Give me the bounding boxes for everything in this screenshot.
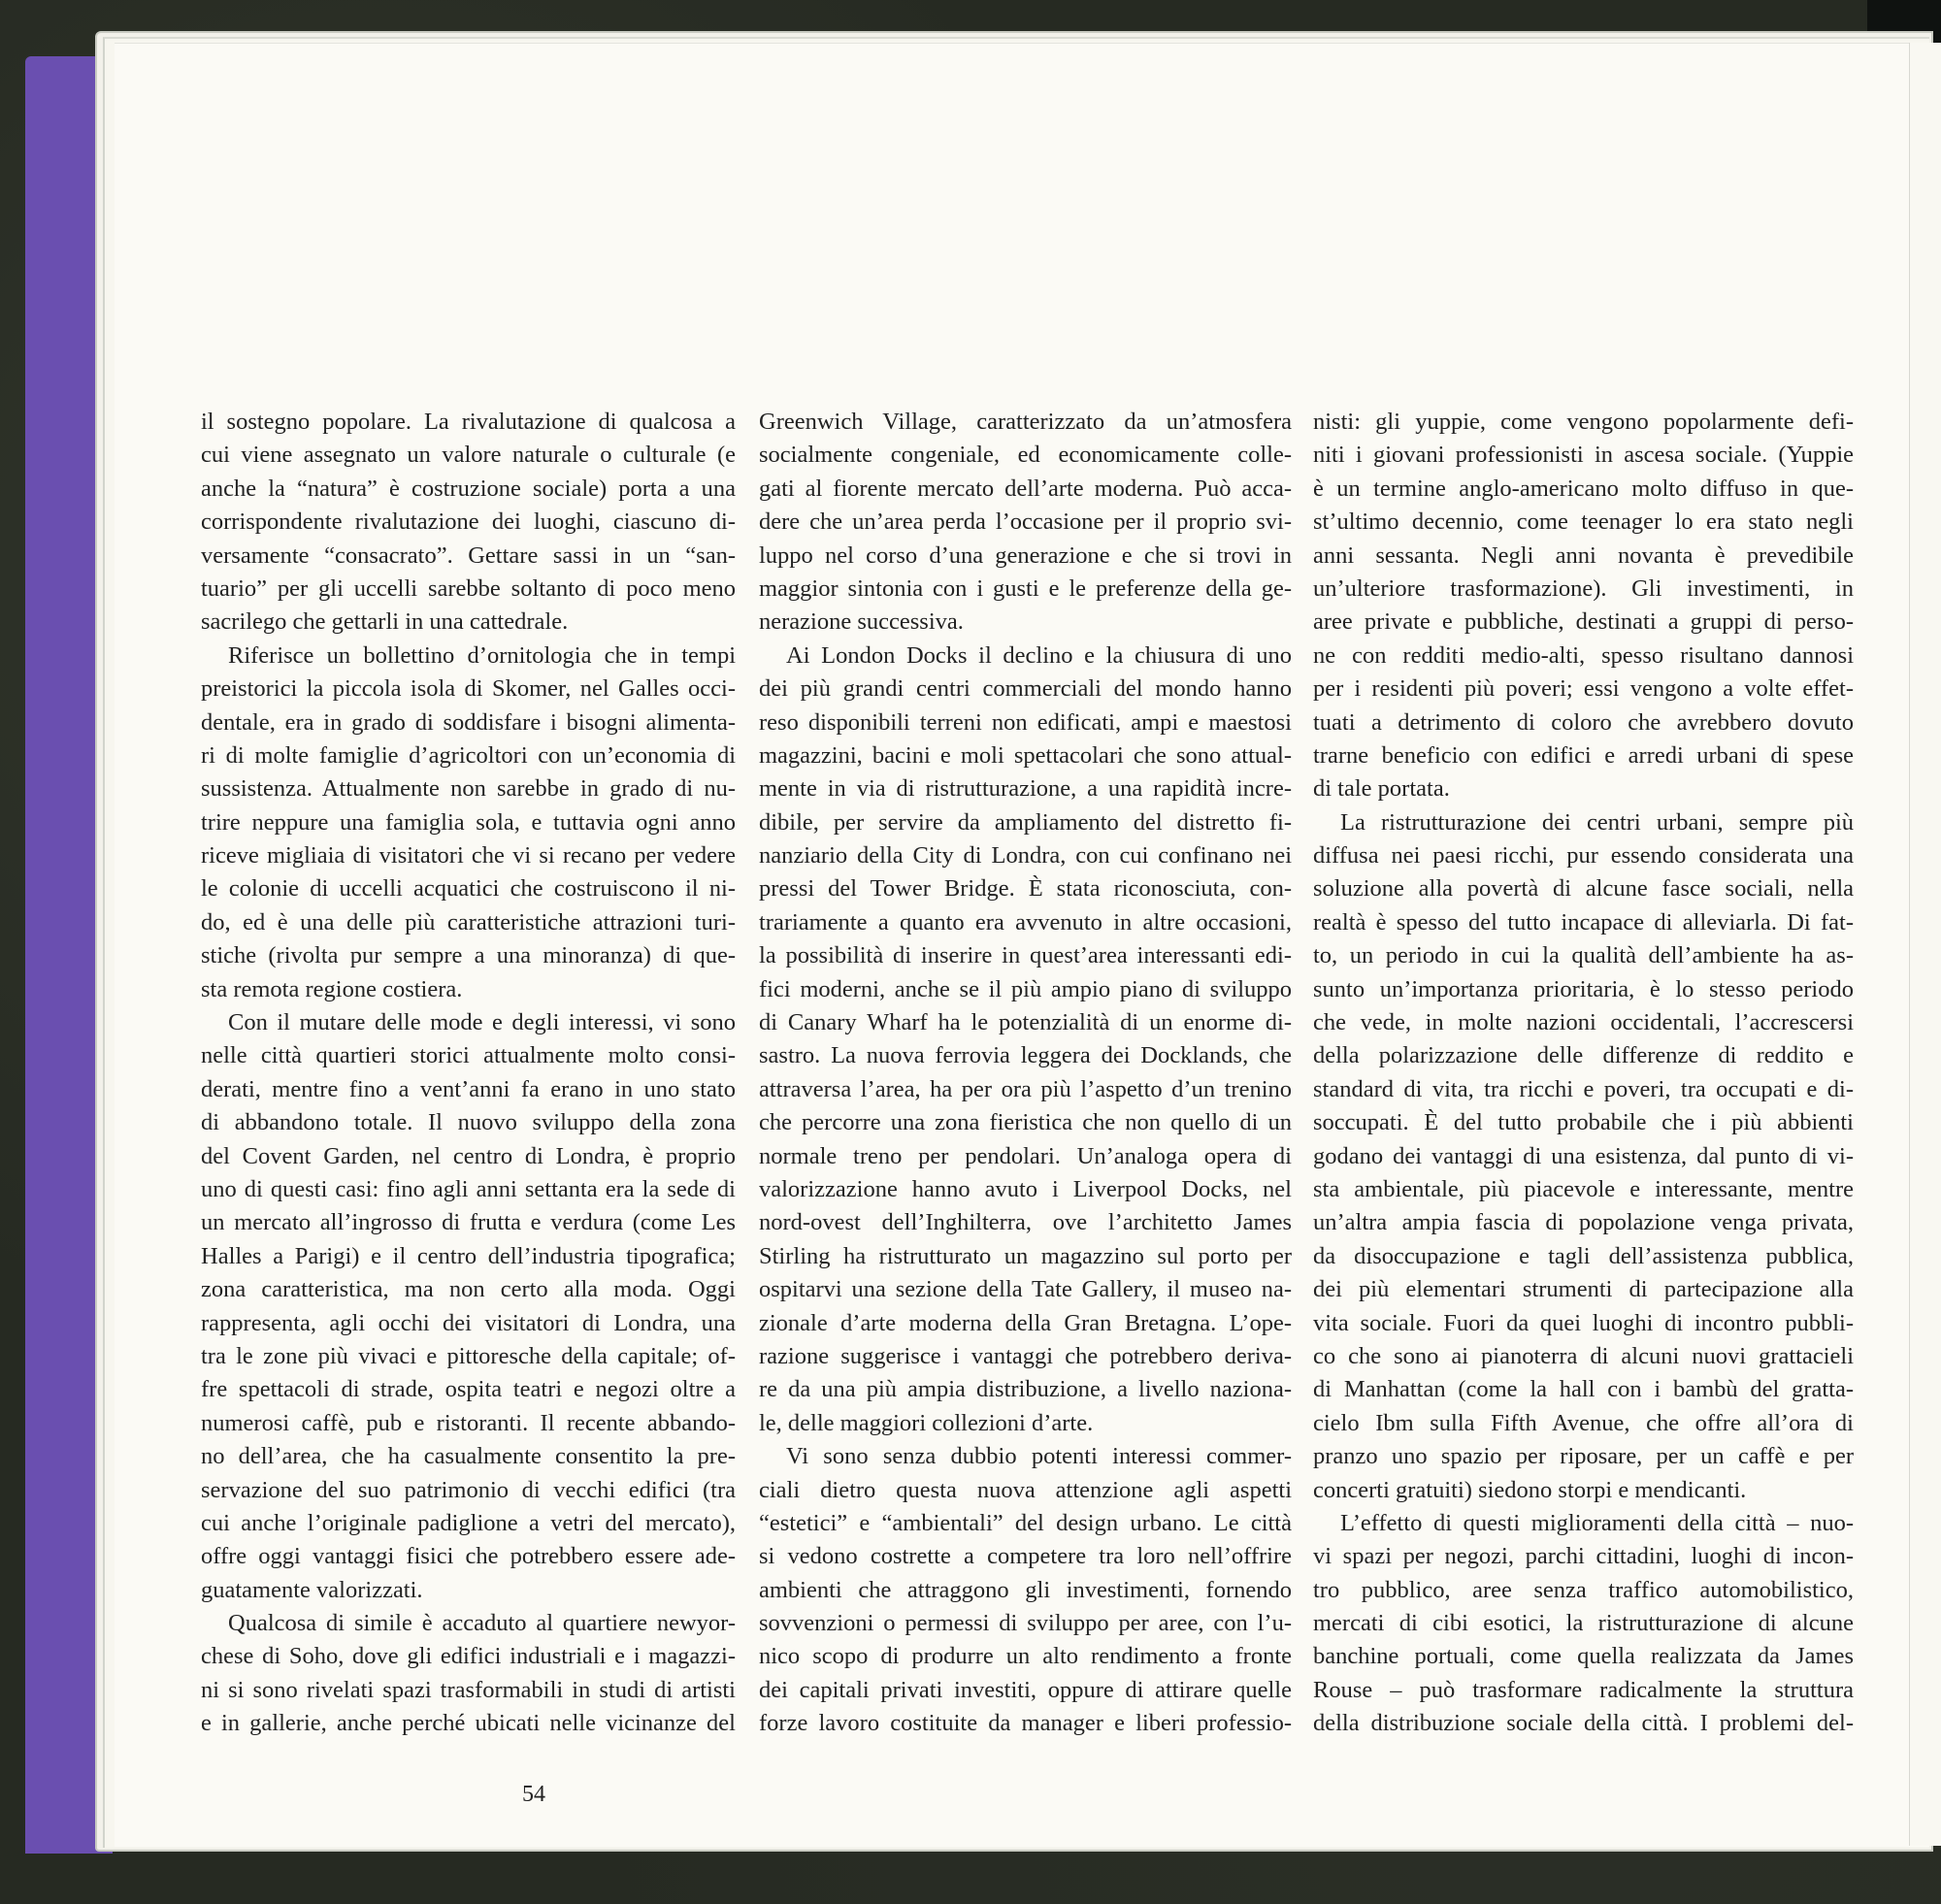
text-line: anche la “natura” è costruzione sociale) porta a una — [201, 475, 736, 502]
text-line: ni si sono rivelati spazi trasformabili in studi di artisti — [201, 1676, 736, 1703]
text-line: nord-ovest dell’Inghilterra, ove l’architetto James — [759, 1209, 1292, 1236]
text-line: niti i giovani professionisti in ascesa sociale. (Yuppie — [1313, 442, 1854, 469]
text-line: standard di vita, tra ricchi e poveri, tra occupati e di- — [1313, 1075, 1854, 1102]
text-line: della distribuzione sociale della città. I problemi del- — [1313, 1710, 1854, 1737]
text-line: realtà è spesso del tutto incapace di alleviarla. Di fat- — [1313, 908, 1854, 936]
text-line: pranzo uno spazio per riposare, per un caffè e per — [1313, 1443, 1854, 1470]
text-line: trarne beneficio con edifici e arredi urbani di spese — [1313, 741, 1854, 769]
text-line: derati, mentre fino a vent’anni fa erano in uno stato — [201, 1075, 736, 1102]
text-line: dei più elementari strumenti di partecipazione alla — [1313, 1276, 1854, 1303]
text-line: Stirling ha ristrutturato un magazzino sul porto per — [759, 1242, 1292, 1269]
text-line: un mercato all’ingrosso di frutta e verdura (come Les — [201, 1209, 736, 1236]
text-line: di tale portata. — [1313, 775, 1450, 803]
text-line: preistorici la piccola isola di Skomer, nel Galles occi- — [201, 675, 736, 703]
text-line: vita sociale. Fuori da quei luoghi di incontro pubbli- — [1313, 1309, 1854, 1336]
paragraph-first-line: Qualcosa di simile è accaduto al quartiere newyor- — [228, 1610, 736, 1637]
text-line: dere che un’area perda l’occasione per il proprio svi- — [759, 509, 1292, 536]
text-line: nico scopo di produrre un alto rendimento a fronte — [759, 1643, 1292, 1670]
text-line: soluzione alla povertà di alcune fasce sociali, nella — [1313, 875, 1854, 903]
text-line: le, delle maggiori collezioni d’arte. — [759, 1409, 1094, 1436]
text-line: offre oggi vantaggi fisici che potrebbero essere ade- — [201, 1543, 736, 1570]
text-line: le colonie di uccelli acquatici che costruiscono il ni- — [201, 875, 736, 903]
text-line: “estetici” e “ambientali” del design urbano. Le città — [759, 1509, 1292, 1536]
text-line: dibile, per servire da ampliamento del distretto fi- — [759, 808, 1292, 836]
text-line: co che sono ai pianoterra di alcuni nuovi grattacieli — [1313, 1342, 1854, 1369]
text-line: pressi del Tower Bridge. È stata riconosciuta, con- — [759, 875, 1292, 903]
text-line: tuati a detrimento di coloro che avrebbero dovuto — [1313, 708, 1854, 736]
text-line: che percorre una zona fieristica che non quello di un — [759, 1109, 1292, 1136]
text-line: sacrilego che gettarli in una cattedrale. — [201, 608, 569, 636]
text-line: forze lavoro costituite da manager e liberi professio- — [759, 1710, 1292, 1737]
text-line: il sostegno popolare. La rivalutazione di qualcosa a — [201, 409, 736, 435]
text-line: nerazione successiva. — [759, 608, 964, 636]
text-line: re da una più ampia distribuzione, a livello naziona- — [759, 1376, 1292, 1403]
text-line: che vede, in molte nazioni occidentali, l’accrescersi — [1313, 1009, 1854, 1036]
facing-page-edge — [1909, 43, 1941, 1846]
paragraph-first-line: L’effetto di questi miglioramenti della città – nuo- — [1340, 1509, 1854, 1536]
page-number: 54 — [522, 1782, 545, 1807]
text-line: trariamente a quanto era avvenuto in altre occasioni, — [759, 908, 1292, 936]
paragraph-first-line: Con il mutare delle mode e degli interessi, vi sono — [228, 1009, 736, 1036]
text-line: sussistenza. Attualmente non sarebbe in grado di nu- — [201, 775, 736, 803]
text-line: si vedono costrette a competere tra loro nell’offrire — [759, 1543, 1292, 1570]
text-line: maggior sintonia con i gusti e le preferenze della ge- — [759, 574, 1292, 602]
text-line: concerti gratuiti) siedono storpi e mendicanti. — [1313, 1476, 1747, 1503]
text-line: st’ultimo decennio, come teenager lo era stato negli — [1313, 509, 1854, 536]
text-line: diffusa nei paesi ricchi, pur essendo considerata una — [1313, 842, 1854, 870]
paragraph-first-line: Riferisce un bollettino d’ornitologia che in tempi — [228, 641, 736, 669]
text-line: di abbandono totale. Il nuovo sviluppo della zona — [201, 1109, 736, 1136]
text-line: aree private e pubbliche, destinati a gruppi di perso- — [1313, 608, 1854, 636]
text-line: nelle città quartieri storici attualmente molto consi- — [201, 1042, 736, 1069]
text-line: fici moderni, anche se il più ampio piano di sviluppo — [759, 975, 1292, 1002]
text-line: mercati di cibi esotici, la ristrutturazione di alcune — [1313, 1610, 1854, 1637]
text-line: sta remota regione costiera. — [201, 975, 463, 1002]
text-line: reso disponibili terreni non edificati, ampi e maestosi — [759, 708, 1292, 736]
text-line: no dell’area, che ha casualmente consentito la pre- — [201, 1443, 736, 1470]
text-line: chese di Soho, dove gli edifici industriali e i magazzi- — [201, 1643, 736, 1670]
text-line: cielo Ibm sulla Fifth Avenue, che offre all’ora di — [1313, 1409, 1854, 1436]
paragraph-first-line: Ai London Docks il declino e la chiusura di uno — [786, 641, 1292, 669]
text-line: sastro. La nuova ferrovia leggera dei Docklands, che — [759, 1042, 1292, 1069]
text-line: valorizzazione hanno avuto i Liverpool Docks, nel — [759, 1175, 1292, 1202]
text-line: razione suggerisce i vantaggi che potrebbero deriva- — [759, 1342, 1292, 1369]
text-line: tra le zone più vivaci e pittoresche della capitale; of- — [201, 1342, 736, 1369]
text-line: ri di molte famiglie d’agricoltori con un’economia di — [201, 741, 736, 769]
text-line: dei più grandi centri commerciali del mondo hanno — [759, 675, 1292, 703]
text-line: socialmente congeniale, ed economicamente colle- — [759, 442, 1292, 469]
text-line: ne con redditi medio-alti, spesso risultano dannosi — [1313, 641, 1854, 669]
text-line: ciali dietro questa nuova attenzione agli aspetti — [759, 1476, 1292, 1503]
text-line: sovvenzioni o permessi di sviluppo per aree, con l’u- — [759, 1610, 1292, 1637]
text-line: banchine portuali, come quella realizzata da James — [1313, 1643, 1854, 1670]
text-line: nanziario della City di Londra, con cui confinano nei — [759, 842, 1292, 870]
paragraph-first-line: Vi sono senza dubbio potenti interessi commer- — [786, 1443, 1292, 1470]
text-line: fre spettacoli di strade, ospita teatri e negozi oltre a — [201, 1376, 736, 1403]
text-line: stiche (rivolta pur sempre a una minoranza) di que- — [201, 942, 736, 969]
text-line: soccupati. È del tutto probabile che i più abbienti — [1313, 1109, 1854, 1136]
text-line: riceve migliaia di visitatori che vi si recano per vedere — [201, 842, 736, 870]
text-line: zionale d’arte moderna della Gran Bretagna. L’ope- — [759, 1309, 1292, 1336]
text-line: un’altra ampia fascia di popolazione venga privata, — [1313, 1209, 1854, 1236]
text-line: di Canary Wharf ha le potenzialità di un enorme di- — [759, 1009, 1292, 1036]
text-column-1 — [201, 406, 736, 1741]
text-line: nisti: gli yuppie, come vengono popolarmente defi- — [1313, 409, 1854, 435]
text-line: Greenwich Village, caratterizzato da un’atmosfera — [759, 409, 1292, 435]
text-line: zona caratteristica, ma non certo alla moda. Oggi — [201, 1276, 736, 1303]
text-line: mente in via di ristrutturazione, a una rapidità incre- — [759, 775, 1292, 803]
text-column-2 — [759, 406, 1292, 1741]
text-line: tro pubblico, aree senza traffico automobilistico, — [1313, 1576, 1854, 1603]
text-line: to, un periodo in cui la qualità dell’ambiente ha as- — [1313, 942, 1854, 969]
text-line: trire neppure una famiglia sola, e tuttavia ogni anno — [201, 808, 736, 836]
text-line: di Manhattan (come la hall con i bambù del gratta- — [1313, 1376, 1854, 1403]
text-line: magazzini, bacini e moli spettacolari che sono attual- — [759, 741, 1292, 769]
text-line: gati al fiorente mercato dell’arte moderna. Può acca- — [759, 475, 1292, 502]
text-line: numerosi caffè, pub e ristoranti. Il recente abbando- — [201, 1409, 736, 1436]
text-line: cui anche l’originale padiglione a vetri del mercato), — [201, 1509, 736, 1536]
text-line: anni sessanta. Negli anni novanta è prevedibile — [1313, 542, 1854, 569]
text-line: uno di questi casi: fino agli anni settanta era la sede di — [201, 1175, 736, 1202]
text-line: ambienti che attraggono gli investimenti, fornendo — [759, 1576, 1292, 1603]
text-line: versamente “consacrato”. Gettare sassi in un “san- — [201, 542, 736, 569]
text-line: vi spazi per negozi, parchi cittadini, luoghi di incon- — [1313, 1543, 1854, 1570]
text-column-3 — [1313, 406, 1854, 1741]
text-line: cui viene assegnato un valore naturale o culturale (e — [201, 442, 736, 469]
text-line: corrispondente rivalutazione dei luoghi, ciascuno di- — [201, 509, 736, 536]
text-line: ospitarvi una sezione della Tate Gallery, il museo na- — [759, 1276, 1292, 1303]
text-line: dei capitali privati investiti, oppure di attirare quelle — [759, 1676, 1292, 1703]
text-line: e in gallerie, anche perché ubicati nelle vicinanze del — [201, 1710, 736, 1737]
text-line: da disoccupazione e tagli dell’assistenza pubblica, — [1313, 1242, 1854, 1269]
text-line: attraversa l’area, ha per ora più l’aspetto d’un trenino — [759, 1075, 1292, 1102]
text-line: dentale, era in grado di soddisfare i bisogni alimenta- — [201, 708, 736, 736]
text-line: godano dei vantaggi di una esistenza, dal punto di vi- — [1313, 1142, 1854, 1169]
text-line: la possibilità di inserire in quest’area interessanti edi- — [759, 942, 1292, 969]
text-line: do, ed è una delle più caratteristiche attrazioni turi- — [201, 908, 736, 936]
text-line: Halles a Parigi) e il centro dell’industria tipografica; — [201, 1242, 736, 1269]
text-line: del Covent Garden, nel centro di Londra, è proprio — [201, 1142, 736, 1169]
text-line: un’ulteriore trasformazione). Gli investimenti, in — [1313, 574, 1854, 602]
text-line: servazione del suo patrimonio di vecchi edifici (tra — [201, 1476, 736, 1503]
text-line: sunto un’importanza prioritaria, è lo stesso periodo — [1313, 975, 1854, 1002]
text-line: luppo nel corso d’una generazione e che si trovi in — [759, 542, 1292, 569]
text-line: guatamente valorizzati. — [201, 1576, 423, 1603]
text-line: rappresenta, agli occhi dei visitatori di Londra, una — [201, 1309, 736, 1336]
text-line: sta ambientale, più piacevole e interessante, mentre — [1313, 1175, 1854, 1202]
paragraph-first-line: La ristrutturazione dei centri urbani, sempre più — [1340, 808, 1854, 836]
text-line: normale treno per pendolari. Un’analoga opera di — [759, 1142, 1292, 1169]
text-line: è un termine anglo-americano molto diffuso in que- — [1313, 475, 1854, 502]
text-line: della polarizzazione delle differenze di reddito e — [1313, 1042, 1854, 1069]
text-line: Rouse – può trasformare radicalmente la struttura — [1313, 1676, 1854, 1703]
text-line: tuario” per gli uccelli sarebbe soltanto di poco meno — [201, 574, 736, 602]
text-line: per i residenti più poveri; essi vengono a volte effet- — [1313, 675, 1854, 703]
